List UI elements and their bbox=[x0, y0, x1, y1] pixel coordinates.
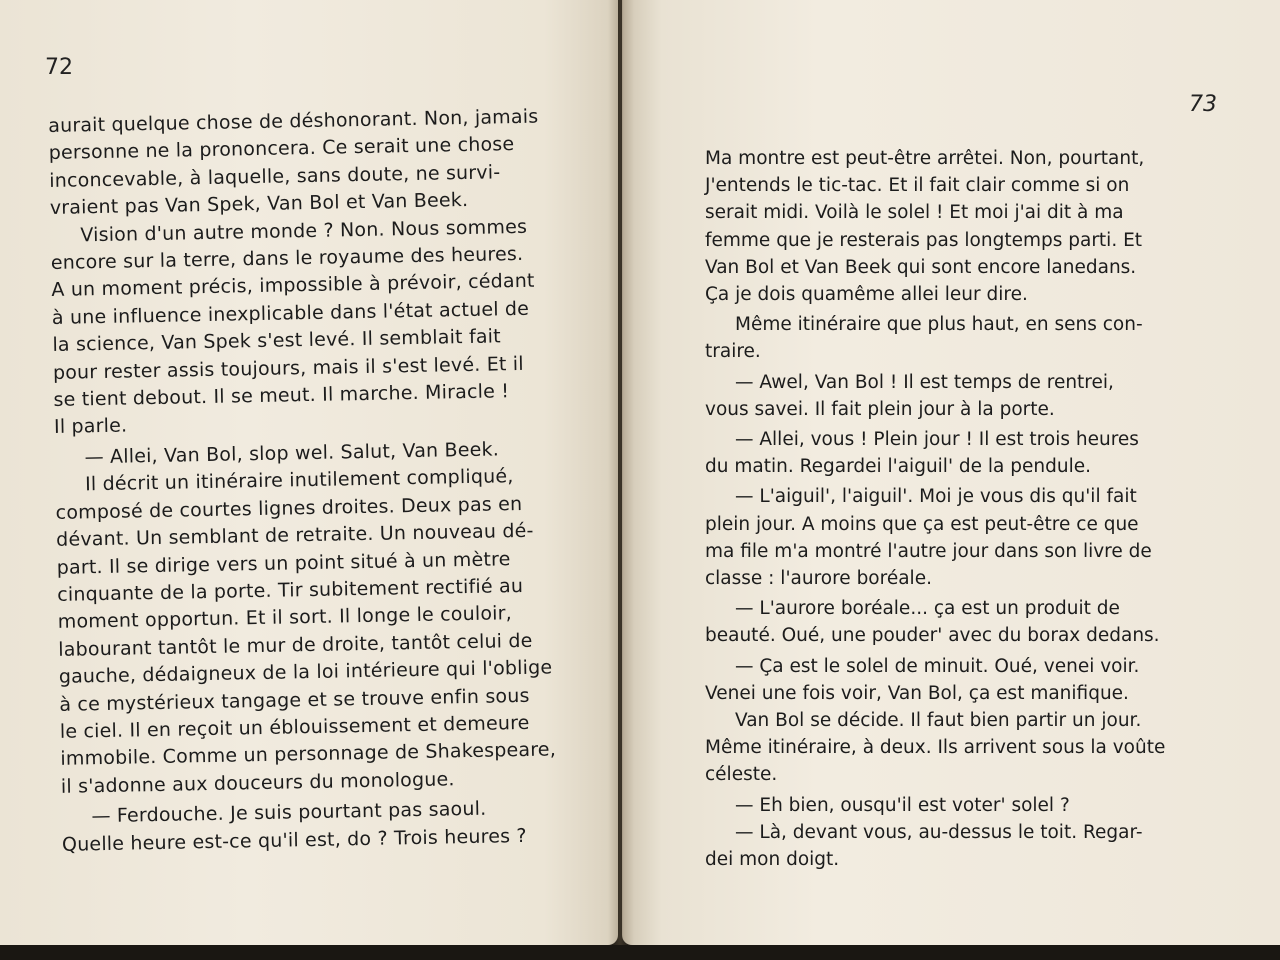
text-line: inconcevable, à laquelle, sans doute, ne survi- bbox=[49, 161, 501, 192]
text-line: vous savei. Il fait plein jour à la porte. bbox=[705, 398, 1055, 420]
text-line: ma file m'a montré l'autre jour dans son livre de bbox=[705, 540, 1152, 562]
text-line: vraient pas Van Spek, Van Bol et Van Beek. bbox=[49, 189, 469, 220]
text-line: J'entends le tic-tac. Et il fait clair comme si on bbox=[705, 175, 1130, 197]
text-line: il s'adonne aux douceurs du monologue. bbox=[60, 768, 455, 798]
text-line: part. Il se dirige vers un point situé à un mètre bbox=[56, 547, 511, 579]
text-line: immobile. Comme un personnage de Shakespeare, bbox=[60, 738, 557, 771]
text-line: — Allei, Van Bol, slop wel. Salut, Van Beek. bbox=[84, 438, 500, 469]
text-line: traire. bbox=[705, 341, 761, 363]
text-line: — L'aiguil', l'aiguil'. Moi je vous dis qu'il fait bbox=[735, 486, 1137, 508]
text-line: à ce mystérieux tangage et se trouve enfin sous bbox=[59, 684, 530, 716]
text-line: cinquante de la porte. Tir subitement rectifié au bbox=[57, 574, 524, 606]
text-line: moment opportun. Et il sort. Il longe le couloir, bbox=[57, 602, 513, 634]
text-line: gauche, dédaigneux de la loi intérieure qui l'oblige bbox=[58, 656, 553, 689]
text-line: Vision d'un autre monde ? Non. Nous sommes bbox=[80, 215, 528, 247]
text-line: — Eh bien, ousqu'il est voter' solel ? bbox=[735, 794, 1070, 816]
text-line: Même itinéraire, à deux. Ils arrivent sous la voûte bbox=[705, 737, 1166, 759]
text-line: du matin. Regardei l'aiguil' de la pendule. bbox=[705, 456, 1091, 478]
text-line: — Là, devant vous, au-dessus le toit. Regar- bbox=[735, 821, 1143, 843]
text-line: plein jour. A moins que ça est peut-être ce que bbox=[705, 513, 1139, 535]
text-line: classe : l'aurore boréale. bbox=[705, 568, 932, 590]
text-line: dévant. Un semblant de retraite. Un nouveau dé- bbox=[55, 519, 534, 552]
text-line: Il décrit un itinéraire inutilement compliqué, bbox=[84, 465, 514, 496]
text-line: femme que je resterais pas longtemps parti. Et bbox=[705, 229, 1143, 251]
text-line: serait midi. Voilà le solel ! Et moi j'ai dit à ma bbox=[705, 202, 1124, 224]
text-line: personne ne la prononcera. Ce serait une chose bbox=[48, 133, 515, 165]
text-line: — L'aurore boréale... ça est un produit de bbox=[735, 598, 1120, 620]
text-line: Quelle heure est-ce qu'il est, do ? Trois heures ? bbox=[61, 824, 527, 856]
text-line: le ciel. Il en reçoit un éblouissement et demeure bbox=[59, 711, 530, 743]
text-line: Van Bol et Van Beek qui sont encore lanedans. bbox=[705, 256, 1137, 278]
right-page-text bbox=[705, 145, 1165, 873]
page-number-left: 72 bbox=[45, 55, 73, 80]
text-line: encore sur la terre, dans le royaume des heures. bbox=[50, 242, 524, 275]
text-line: céleste. bbox=[705, 764, 778, 786]
text-line: — Ferdouche. Je suis pourtant pas saoul. bbox=[91, 797, 487, 828]
right-page bbox=[622, 0, 1280, 945]
text-line: composé de courtes lignes droites. Deux pas en bbox=[55, 492, 523, 524]
text-line: pour rester assis toujours, mais il s'est levé. Et il bbox=[52, 352, 524, 384]
page-number-right: 73 bbox=[1189, 92, 1217, 117]
text-line: beauté. Oué, une pouder' avec du borax dedans. bbox=[705, 625, 1160, 647]
left-page-text bbox=[48, 103, 558, 858]
text-line: Venei une fois voir, Van Bol, ça est manifique. bbox=[705, 682, 1129, 704]
text-line: à une influence inexplicable dans l'état actuel de bbox=[51, 297, 530, 329]
text-line: Ça je dois quamême allei leur dire. bbox=[705, 284, 1028, 306]
text-line: Il parle. bbox=[53, 415, 128, 439]
text-line: — Ça est le solel de minuit. Oué, venei voir. bbox=[735, 655, 1140, 677]
text-line: labourant tantôt le mur de droite, tantôt celui de bbox=[58, 629, 533, 661]
text-line: se tient debout. Il se meut. Il marche. Miracle ! bbox=[53, 380, 510, 412]
text-line: Ma montre est peut-être arrêtei. Non, pourtant, bbox=[705, 148, 1145, 169]
left-page bbox=[0, 0, 618, 945]
text-line: dei mon doigt. bbox=[705, 849, 840, 871]
text-line: — Allei, vous ! Plein jour ! Il est trois heures bbox=[735, 429, 1139, 451]
text-line: Même itinéraire que plus haut, en sens con- bbox=[735, 314, 1143, 336]
text-line: Van Bol se décide. Il faut bien partir un jour. bbox=[735, 710, 1142, 732]
text-line: A un moment précis, impossible à prévoir, cédant bbox=[51, 270, 535, 302]
text-line: — Awel, Van Bol ! Il est temps de rentrei, bbox=[735, 371, 1114, 393]
text-line: aurait quelque chose de déshonorant. Non, jamais bbox=[48, 105, 539, 137]
text-line: la science, Van Spek s'est levé. Il semblait fait bbox=[52, 325, 502, 357]
